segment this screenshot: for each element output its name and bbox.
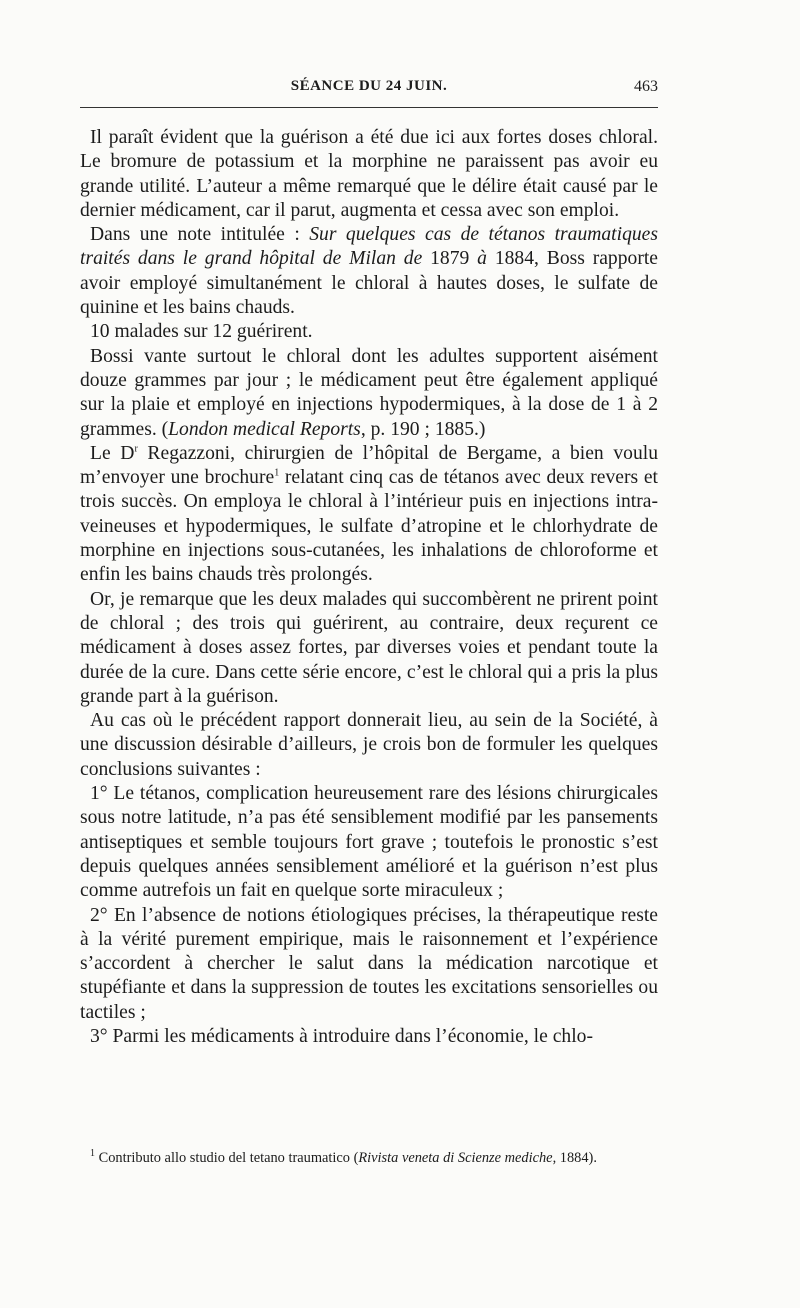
text-run: Regazzoni, chirurgien de l’hôpital de Bergame, a bien voulu m’envoyer une brochure (80, 442, 658, 489)
superscript: r (134, 443, 138, 455)
text-run: , p. 190 ; 1885.) (360, 418, 486, 440)
running-head (80, 78, 658, 102)
text-run: Or, je remarque que les deux malades qui succombèrent ne prirent point de chloral ; des trois qui guérirent, au contraire, deux reçurent ce médicament à doses assez fortes, par diverses voies et pendant toute la durée de la cure. Dans cette série encore, c’est le chloral qui a pris la plus grande part à la guérison. (80, 588, 658, 707)
superscript: 1 (90, 1148, 95, 1160)
text-run: 1879 (422, 248, 478, 270)
italic-text: à (477, 248, 487, 270)
paragraph (80, 320, 658, 344)
text-run: 1884, Boss rapporte avoir employé simultanément le chloral à hautes doses, le sulfate de quinine et les bains chauds. (80, 248, 658, 319)
text-run: Contributo allo studio del tetano traumatico ( (95, 1150, 359, 1166)
paragraph (80, 345, 658, 442)
italic-text: Rivista veneta di Scienze mediche (358, 1150, 553, 1166)
paragraph (80, 126, 658, 223)
text-run: Bossi vante surtout le chloral dont les adultes supportent aisément douze grammes par jour ; le médicament peut être également appliqué sur la plaie et employé en injections hypodermiques, à la dose de 1 à 2 grammes. ( (80, 345, 658, 440)
paragraph (80, 709, 658, 782)
paragraph (80, 588, 658, 709)
page-number: 463 (634, 78, 658, 95)
footnote (80, 1148, 658, 1168)
paragraph (80, 223, 658, 320)
text-run: Il paraît évident que la guérison a été due ici aux fortes doses chloral. Le bromure de potassium et la morphine ne paraissent pas avoir eu grande utilité. L’auteur a même remarqué que le délire était causé par le dernier médicament, car il parut, augmenta et cessa avec son emploi. (80, 127, 658, 221)
paragraph (80, 782, 658, 903)
italic-text: London medical Reports (168, 418, 361, 440)
text-run: Au cas où le précédent rapport donnerait lieu, au sein de la Société, à une discussion désirable d’ailleurs, je crois bon de formuler les quelques conclusions suivantes : (80, 710, 658, 780)
body-text (80, 126, 658, 1049)
text-run: 10 malades sur 12 guérirent. (90, 321, 313, 343)
text-run: , 1884). (552, 1150, 597, 1166)
header-rule (80, 107, 658, 108)
text-run: 2° En l’absence de notions étiologiques précises, la thérapeutique reste à la vérité purement empirique, mais le raisonnement et l’expérience s’accordent à chercher le salut dans la médication narcotique et stupéfiante et dans la suppression de toutes les excitations sensorielles ou tactiles ; (80, 904, 658, 1023)
text-run: 1° Le tétanos, complication heureusement rare des lésions chirurgicales sous notre latitude, n’a pas été sensiblement modifié par les pansements antiseptiques et semble toujours fort grave ; toutefois le pronostic s’est depuis quelques années sensiblement amélioré et la guérison n’est plus comme autrefois un fait en quelque sorte miraculeux ; (80, 783, 658, 902)
text-run: Dans une note intitulée : (90, 224, 310, 246)
italic-text: Sur quelques cas de tétanos traumatiques traités dans le grand hôpital de Milan de (80, 224, 658, 270)
running-title: SÉANCE DU 24 JUIN. (290, 78, 448, 94)
text-run: 3° Parmi les médicaments à introduire dans l’économie, le chlo- (90, 1025, 593, 1047)
paragraph (80, 904, 658, 1025)
superscript: 1 (274, 467, 280, 479)
paragraph (80, 442, 658, 588)
text-run: Le D (90, 442, 135, 464)
footnote-text (80, 1148, 658, 1168)
text-run: relatant cinq cas de tétanos avec deux revers et trois succès. On employa le chloral à l’intérieur puis en injections intra-veineuses et hypodermiques, le sulfate d’atropine et le chlorhydrate de morphine en injections sous-cutanées, les inhalations de chloroforme et enfin les bains chauds très prolongés. (80, 467, 658, 586)
paragraph (80, 1025, 658, 1049)
